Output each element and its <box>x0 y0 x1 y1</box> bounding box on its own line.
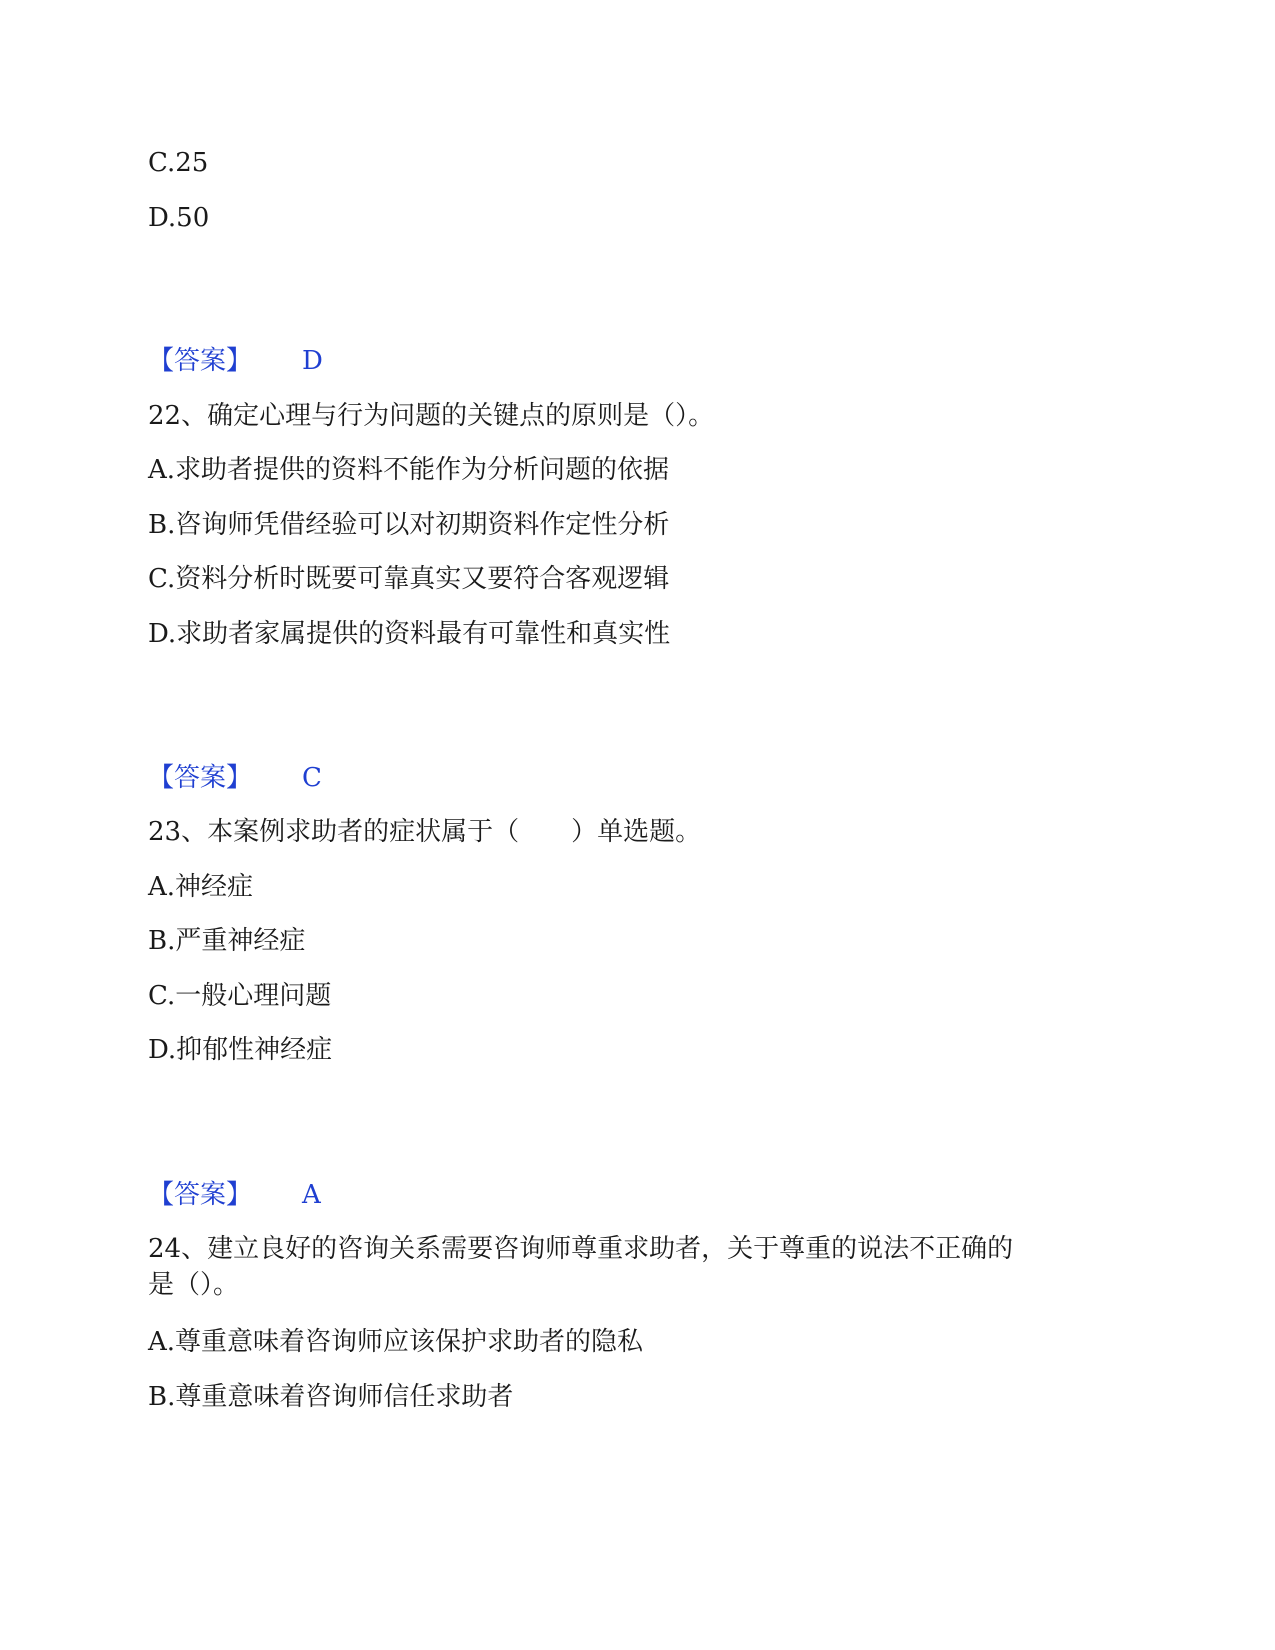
answer-label: 【答案】 <box>148 1180 253 1210</box>
answer-value: A <box>302 1180 321 1210</box>
q23-answer <box>148 1178 321 1212</box>
q22-option-a: A.求助者提供的资料不能作为分析问题的依据 <box>148 455 670 485</box>
q21-option-d: D.50 <box>148 203 210 233</box>
answer-label: 【答案】 <box>148 346 253 376</box>
q22-option-d: D.求助者家属提供的资料最有可靠性和真实性 <box>148 619 671 649</box>
q23-question: 23、本案例求助者的症状属于（ ）单选题。 <box>148 817 702 847</box>
q21-option-c: C.25 <box>148 148 209 178</box>
q24-question-line2: 是（）。 <box>148 1270 240 1300</box>
answer-value: D <box>302 346 323 376</box>
q22-answer <box>148 761 322 795</box>
q21-answer <box>148 344 323 378</box>
q24-option-a: A.尊重意味着咨询师应该保护求助者的隐私 <box>148 1327 644 1357</box>
q23-option-d: D.抑郁性神经症 <box>148 1035 333 1065</box>
answer-value: C <box>302 763 322 793</box>
q22-option-b: B.咨询师凭借经验可以对初期资料作定性分析 <box>148 510 670 540</box>
q24-option-b: B.尊重意味着咨询师信任求助者 <box>148 1382 514 1412</box>
q22-option-c: C.资料分析时既要可靠真实又要符合客观逻辑 <box>148 564 670 594</box>
q23-option-c: C.一般心理问题 <box>148 981 332 1011</box>
answer-label: 【答案】 <box>148 763 253 793</box>
q23-option-a: A.神经症 <box>148 872 254 902</box>
q23-option-b: B.严重神经症 <box>148 926 306 956</box>
q22-question: 22、确定心理与行为问题的关键点的原则是（）。 <box>148 401 715 431</box>
q24-question-line1: 24、建立良好的咨询关系需要咨询师尊重求助者，关于尊重的说法不正确的 <box>148 1234 1014 1264</box>
